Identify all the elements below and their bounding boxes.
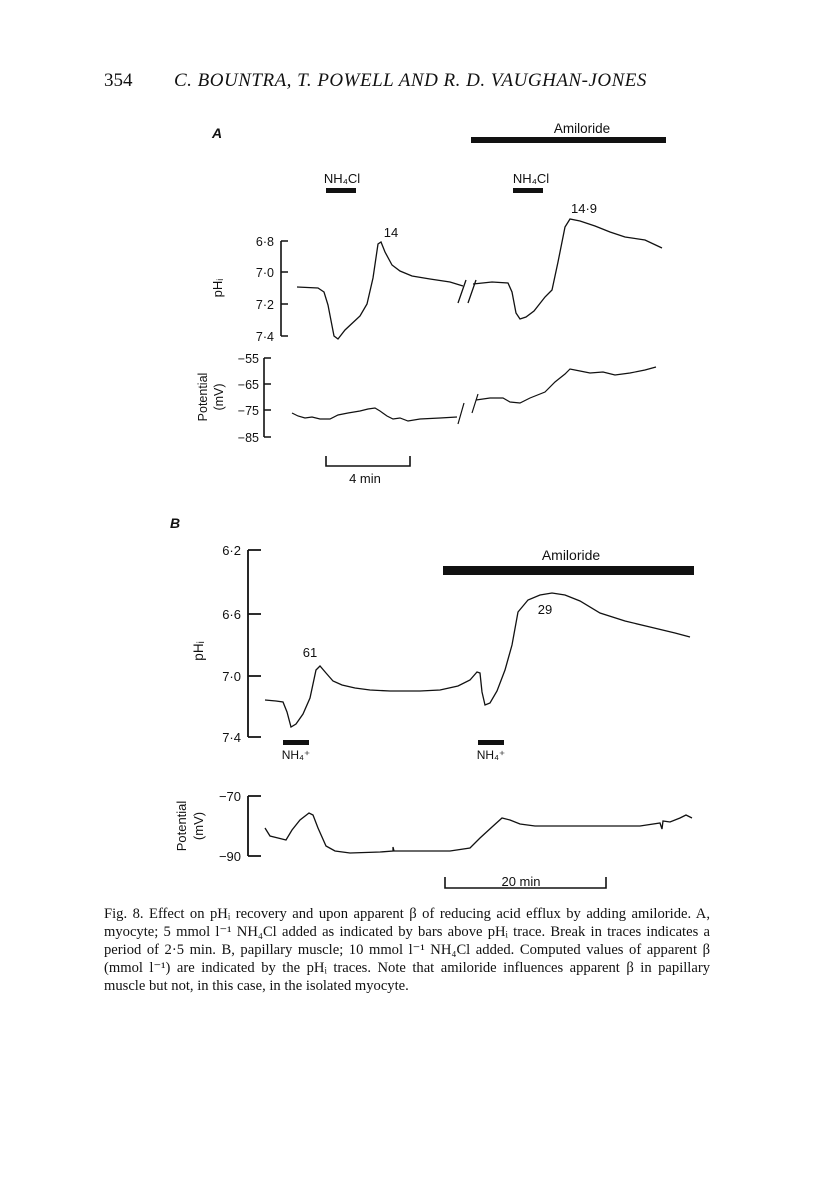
panel-a-potential-tick-label: −65 [237,378,259,392]
panel-b-potential-tick-label: −90 [218,849,241,864]
panel-a-potential-tick-label: −85 [237,431,259,445]
panel-b-potential-axis-label: Potential [174,800,189,852]
page-number: 354 [104,70,133,91]
panel-b-phi-tick-label: 7·0 [222,669,241,684]
panel-a-potential-tick-label: −55 [237,352,259,366]
panel-b-beta-left: 61 [302,645,318,660]
panel-b-phi-axis [248,550,261,737]
panel-b-amiloride-bar [443,566,694,575]
panel-b-label: B [170,515,181,531]
panel-a-phi-tick-label: 7·2 [255,298,274,312]
figure-caption: Fig. 8. Effect on pHᵢ recovery and upon apparent β of reducing acid efflux by adding amiloride. A, myocyte; 5 mmol l⁻¹ NH₄Cl added as indicated by bars above pHᵢ trace. Break in traces indicates a period of 2·5 min. B, papillary muscle; 10 mmol l⁻¹ NH₄Cl added. Computed values of apparent β (mmol l⁻¹) are indicated by the pHᵢ traces. Note that amiloride influences apparent β in papillary muscle but not, in this case, in the isolated myocyte. [104,906,710,994]
panel-a-potential-axis [264,358,271,437]
running-head-authors: C. BOUNTRA, T. POWELL AND R. D. VAUGHAN-JONES [174,70,647,91]
panel-b-nh4-label-1: NH₄⁺ [281,748,311,762]
panel-a-amiloride-bar [471,137,666,143]
panel-a-nh4cl-bar-1 [326,188,356,193]
panel-b-phi-tick-label: 6·2 [222,543,241,558]
panel-a-phi-trace-before-break [297,242,463,339]
panel-a-label: A [212,125,223,141]
panel-b-nh4-bar-2 [478,740,504,745]
panel-a-potential-trace-before-break [292,408,457,421]
panel-b-nh4-label-2: NH₄⁺ [476,748,506,762]
panel-a-potential-tick-label: −75 [237,404,259,418]
panel-a-phi-axis [281,241,288,336]
panel-b-phi-trace [265,593,690,727]
panel-a-nh4cl-bar-2 [513,188,543,193]
panel-b-potential-trace [265,813,692,853]
panel-b-potential-axis-unit: (mV) [191,811,206,841]
panel-b-scale-bar-label: 20 min [501,874,541,889]
panel-a-scale-bar [326,456,410,466]
panel-b-amiloride-label: Amiloride [541,547,601,563]
panel-a-beta-left: 14 [383,225,399,240]
panel-a-potential-axis-label: Potential [196,372,210,422]
panel-a-phi-tick-label: 7·4 [255,330,274,344]
panel-a-amiloride-label: Amiloride [553,121,611,136]
panel-b-phi-tick-label: 7·4 [222,730,241,745]
panel-a-potential-break-mark [458,394,478,424]
panel-a-potential-axis-unit: (mV) [212,383,226,411]
panel-b-potential-axis [248,796,261,856]
panel-b-potential-tick-label: −70 [218,789,241,804]
panel-a-potential-trace-after-break [476,367,656,403]
panel-b [170,515,694,889]
panel-a-phi-tick-label: 6·8 [255,235,274,249]
panel-a-phi-trace-after-break [473,219,662,319]
panel-a-phi-axis-label: pHᵢ [210,278,225,298]
panel-a-scale-bar-label: 4 min [349,471,381,486]
panel-b-nh4-bar-1 [283,740,309,745]
panel-b-phi-tick-label: 6·6 [222,607,241,622]
panel-a [196,121,666,486]
panel-b-phi-axis-label: pHᵢ [191,641,206,661]
panel-a-phi-tick-label: 7·0 [255,266,274,280]
panel-a-nh4cl-label-2: NH₄Cl [512,171,550,186]
panel-a-beta-right: 14·9 [570,201,598,216]
panel-a-nh4cl-label-1: NH₄Cl [323,171,361,186]
panel-b-beta-right: 29 [537,602,553,617]
